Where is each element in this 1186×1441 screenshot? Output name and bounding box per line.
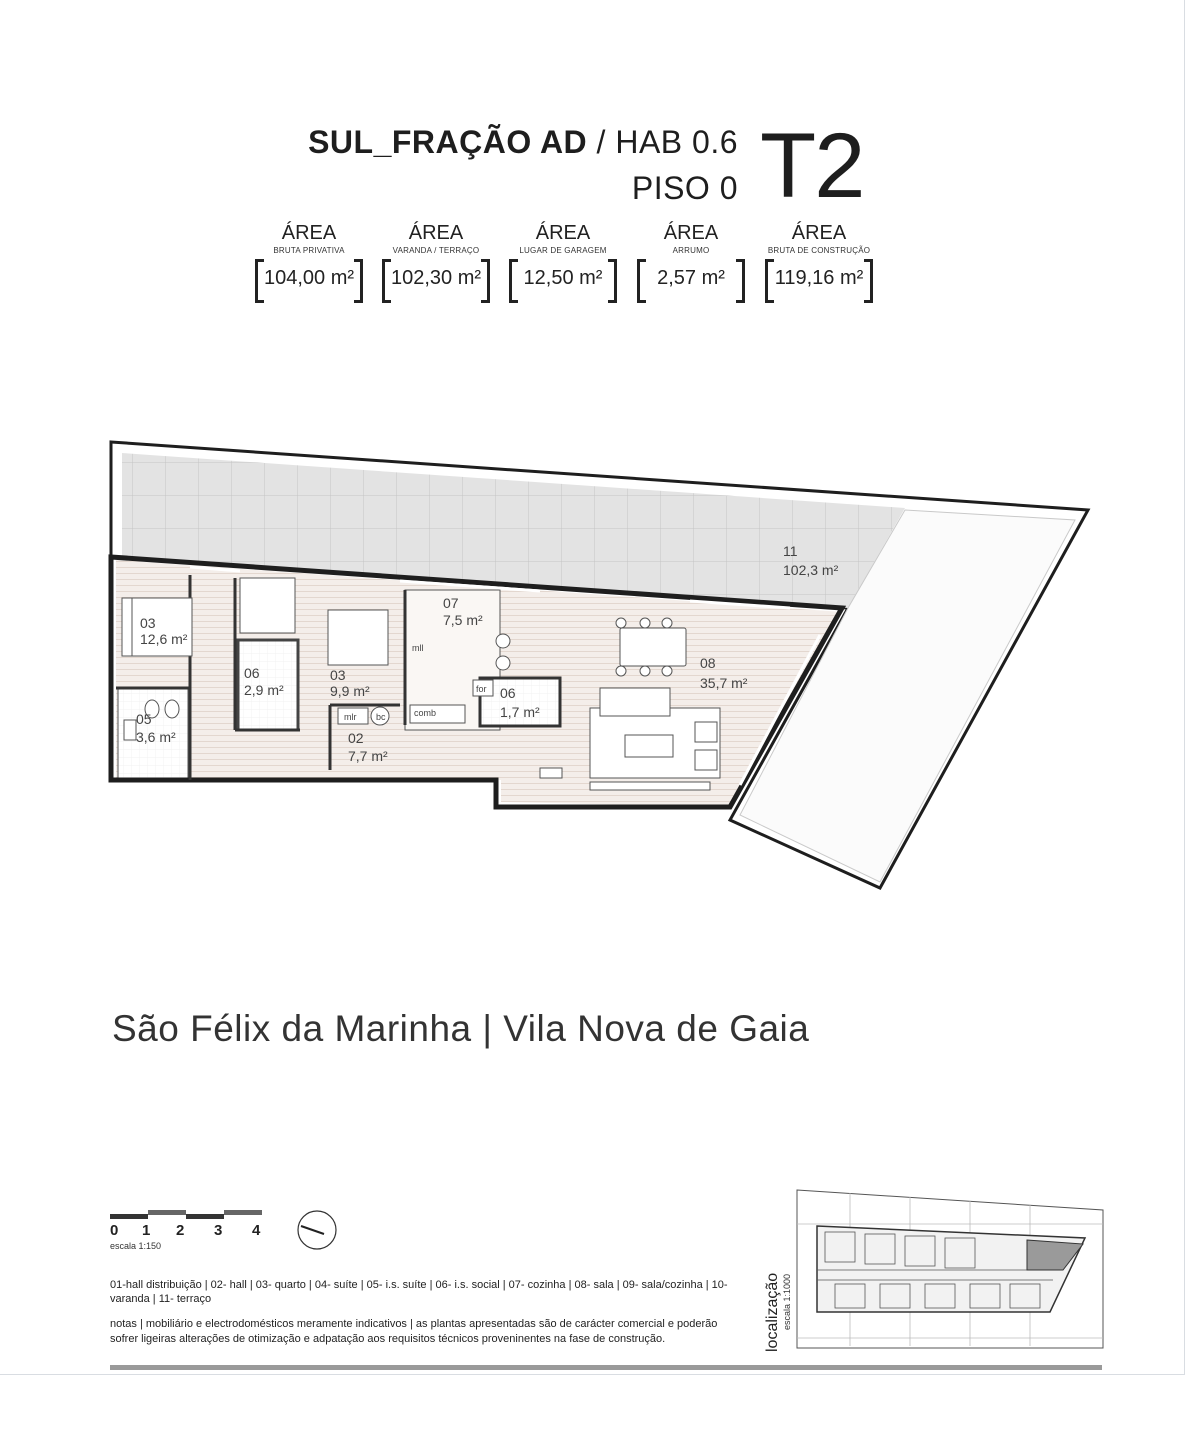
location-title: São Félix da Marinha | Vila Nova de Gaia (112, 1008, 810, 1049)
floor-plan (100, 430, 1100, 900)
area-sublabel: BRUTA PRIVATIVA (273, 246, 345, 255)
area-label: ÁREA (535, 222, 591, 244)
location-map-scale: escala 1:1000 (782, 1273, 792, 1330)
area-arrumo (637, 222, 745, 297)
area-label: ÁREA (663, 222, 719, 244)
fixture-bc: bc (376, 712, 386, 722)
area-label: ÁREA (408, 222, 464, 244)
hab-code: / HAB 0.6 (596, 124, 738, 160)
room-06b-number: 06 (500, 685, 516, 701)
room-03b-area: 9,9 m² (330, 683, 370, 699)
room-11-area: 102,3 m² (783, 562, 839, 578)
room-legend: 01-hall distribuição | 02- hall | 03- quarto | 04- suíte | 05- i.s. suíte | 06- i.s. social | 07- cozinha | 08- sala | 09- sala/cozinha | 10- varanda | 11- terraço (110, 1279, 728, 1305)
room-03-number: 03 (140, 615, 156, 631)
location-map (795, 1188, 1105, 1350)
room-11-number: 11 (783, 543, 798, 559)
scale-bar (110, 1208, 262, 1220)
area-sublabel: VARANDA / TERRAÇO (392, 246, 480, 255)
fixture-for: for (476, 684, 487, 694)
scale-num: 1 (142, 1222, 151, 1239)
room-05-area: 3,6 m² (136, 729, 176, 745)
fixture-mll: mll (412, 643, 424, 653)
scale-num: 3 (214, 1222, 223, 1239)
area-bruta-privativa (255, 222, 363, 297)
area-bruta-construcao (765, 222, 873, 297)
fixture-mlr: mlr (344, 712, 357, 722)
footer-rule (110, 1365, 1102, 1370)
north-arrow-icon (296, 1208, 340, 1252)
area-sublabel: BRUTA DE CONSTRUÇÃO (767, 246, 871, 255)
room-06-area: 2,9 m² (244, 682, 284, 698)
scale-num: 2 (176, 1222, 185, 1239)
area-value: 119,16 m² (765, 259, 873, 297)
room-08-area: 35,7 m² (700, 675, 748, 691)
fixture-comb: comb (414, 708, 437, 718)
fraction-title (308, 124, 738, 161)
area-summary (255, 222, 875, 312)
location-map-title: localização (764, 1272, 781, 1352)
area-value: 104,00 m² (255, 259, 363, 297)
area-value: 102,30 m² (382, 259, 490, 297)
area-label: ÁREA (791, 222, 847, 244)
scale-num: 0 (110, 1222, 119, 1239)
room-03-area: 12,6 m² (140, 631, 188, 647)
area-varanda-terraco (382, 222, 490, 297)
scale-label: escala 1:150 (110, 1241, 162, 1251)
scale-num: 4 (252, 1222, 261, 1239)
room-03b-number: 03 (330, 667, 346, 683)
typology-label: T2 (760, 115, 864, 217)
area-sublabel: LUGAR DE GARAGEM (519, 246, 607, 255)
room-06-number: 06 (244, 665, 260, 681)
disclaimer-notes: notas | mobiliário e electrodomésticos meramente indicativos | as plantas apresentadas são de carácter comercial e poderão sofrer ligeiras alterações de otimização e adpatação aos requisitos técnicos proveninentes na fase de construção. (110, 1318, 718, 1345)
room-02-number: 02 (348, 730, 364, 746)
area-sublabel: ARRUMO (672, 246, 710, 255)
room-06b-area: 1,7 m² (500, 704, 540, 720)
fraction-name: SUL_FRAÇÃO AD (308, 124, 588, 160)
room-02-area: 7,7 m² (348, 748, 388, 764)
room-07-area: 7,5 m² (443, 612, 483, 628)
area-lugar-garagem (509, 222, 617, 297)
room-05-number: 05 (136, 711, 152, 727)
area-value: 12,50 m² (509, 259, 617, 297)
area-label: ÁREA (281, 222, 337, 244)
room-08-number: 08 (700, 655, 716, 671)
area-value: 2,57 m² (637, 259, 745, 297)
room-07-number: 07 (443, 595, 459, 611)
floor-label: PISO 0 (631, 170, 738, 206)
